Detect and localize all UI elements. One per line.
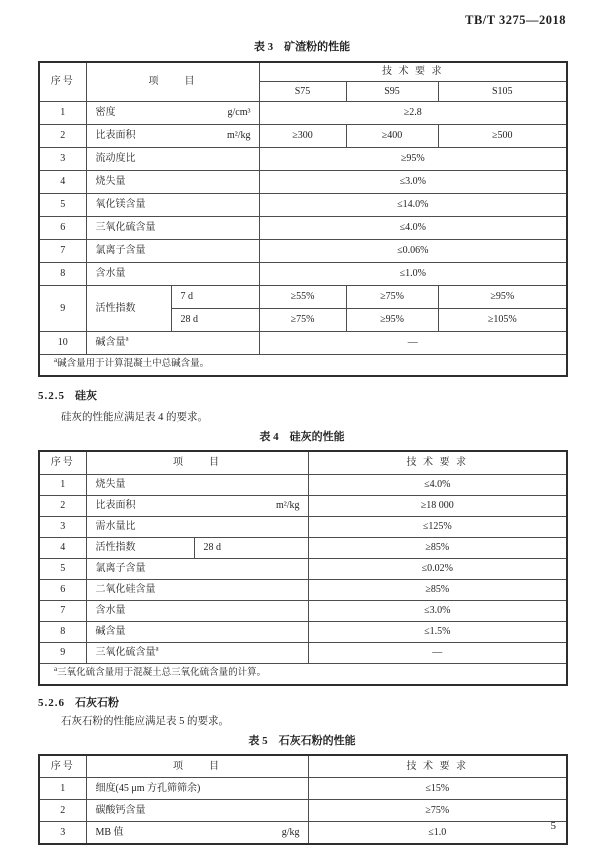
cell-no: 8 — [39, 622, 86, 643]
table-header-row — [39, 62, 567, 82]
item-label: 烧失量 — [95, 176, 126, 188]
table-row — [39, 332, 567, 355]
table3-slag-powder-properties — [38, 61, 568, 377]
cell-no: 5 — [39, 559, 86, 580]
table-row — [39, 622, 567, 643]
cell-no: 9 — [39, 286, 86, 332]
col-header-no: 序号 — [39, 451, 86, 475]
cell-no: 1 — [39, 102, 86, 125]
item-label: 碳酸钙含量 — [95, 804, 146, 816]
cell-req: ≤1.5% — [308, 622, 567, 643]
cell-no: 4 — [39, 171, 86, 194]
cell-no: 2 — [39, 496, 86, 517]
cell-req: ≤1.0% — [259, 263, 567, 286]
col-header-item: 项 目 — [86, 755, 308, 778]
cell-no: 3 — [39, 148, 86, 171]
table4-silica-fume-properties — [38, 450, 568, 686]
cell-item — [86, 102, 259, 125]
table-row — [39, 475, 567, 496]
cell-item — [86, 622, 308, 643]
cell-age — [194, 538, 308, 559]
cell-no: 1 — [39, 475, 86, 496]
table-footnote: $^a$三氧化硫含量用于混凝土总三氧化硫含量的计算。 — [39, 664, 567, 685]
cell-item — [86, 643, 308, 664]
table-row — [39, 286, 567, 309]
col-header-s95: S95 — [346, 82, 438, 102]
cell-item — [86, 778, 308, 800]
table-header-row — [39, 451, 567, 475]
cell-no: 8 — [39, 263, 86, 286]
item-label: 三氧化硫含量$^a$ — [95, 644, 159, 659]
item-label: 三氧化硫含量 — [95, 222, 156, 234]
age-label: 28 d — [180, 314, 198, 326]
col-header-item: 项 目 — [86, 451, 308, 475]
cell-item — [86, 822, 308, 844]
cell-no: 6 — [39, 580, 86, 601]
cell-item — [86, 263, 259, 286]
cell-item — [86, 332, 259, 355]
cell-req: ≤125% — [308, 517, 567, 538]
table-footnote-row — [39, 664, 567, 685]
col-header-req: 技 术 要 求 — [308, 755, 567, 778]
cell-no: 10 — [39, 332, 86, 355]
cell-req-s105: ≥95% — [438, 286, 567, 309]
item-label: MB 值 — [95, 826, 124, 838]
cell-no: 3 — [39, 822, 86, 844]
item-unit: g/kg — [281, 826, 300, 838]
cell-item — [86, 538, 194, 559]
table-row — [39, 643, 567, 664]
col-header-req: 技 术 要 求 — [308, 451, 567, 475]
table-footnote-row — [39, 355, 567, 376]
cell-req-s105: ≥105% — [438, 309, 567, 332]
cell-req: ≤0.06% — [259, 240, 567, 263]
table-row — [39, 496, 567, 517]
cell-age — [171, 309, 259, 332]
cell-item — [86, 601, 308, 622]
table-row — [39, 778, 567, 800]
doc-number: TB/T 3275—2018 — [465, 13, 566, 27]
item-label: 碱含量 — [95, 626, 126, 638]
cell-req: ≤4.0% — [308, 475, 567, 496]
cell-no: 2 — [39, 800, 86, 822]
cell-req-s75: ≥55% — [259, 286, 346, 309]
cell-req-s95: ≥400 — [346, 125, 438, 148]
footnote-marker: a — [54, 665, 58, 674]
table3-title: 表 3 矿渣粉的性能 — [253, 40, 351, 53]
cell-req: ≤0.02% — [308, 559, 567, 580]
item-label: 二氧化硅含量 — [95, 584, 156, 596]
table-row — [39, 171, 567, 194]
section-body-525: 硅灰的性能应满足表 4 的要求。 — [61, 411, 208, 423]
cell-no: 5 — [39, 194, 86, 217]
item-label: 含水量 — [95, 605, 126, 617]
col-header-s75: S75 — [259, 82, 346, 102]
section-title: 硅灰 — [75, 389, 97, 402]
cell-no: 7 — [39, 601, 86, 622]
cell-req: ≥85% — [308, 538, 567, 559]
cell-req: ≥75% — [308, 800, 567, 822]
cell-no: 3 — [39, 517, 86, 538]
col-header-item: 项 目 — [86, 62, 259, 102]
table-row — [39, 217, 567, 240]
item-label: 活性指数 — [95, 302, 136, 314]
cell-no: 4 — [39, 538, 86, 559]
cell-no: 6 — [39, 217, 86, 240]
col-header-no: 序号 — [39, 755, 86, 778]
table-row — [39, 240, 567, 263]
section-body-526: 石灰石粉的性能应满足表 5 的要求。 — [61, 715, 229, 727]
cell-item — [86, 171, 259, 194]
item-label: 比表面积 — [95, 500, 136, 512]
footnote-marker: a — [155, 644, 159, 653]
table-row — [39, 538, 567, 559]
cell-no: 1 — [39, 778, 86, 800]
table-footnote: $^a$碱含量用于计算混凝土中总碱含量。 — [39, 355, 567, 376]
cell-no: 9 — [39, 643, 86, 664]
section-heading-526 — [38, 697, 600, 710]
cell-req: ≥18 000 — [308, 496, 567, 517]
item-unit: g/cm³ — [227, 107, 251, 119]
item-unit: m²/kg — [275, 500, 300, 512]
table-row — [39, 102, 567, 125]
cell-age — [171, 286, 259, 309]
cell-req: ≤15% — [308, 778, 567, 800]
cell-item — [86, 217, 259, 240]
item-label: 烧失量 — [95, 479, 126, 491]
cell-req: ≤4.0% — [259, 217, 567, 240]
cell-req: — — [259, 332, 567, 355]
table4-title: 表 4 硅灰的性能 — [259, 430, 345, 443]
item-label: 需水量比 — [95, 521, 136, 533]
section-title: 石灰石粉 — [75, 696, 119, 709]
section-heading-525 — [38, 390, 600, 403]
item-label: 氯离子含量 — [95, 245, 146, 257]
page-number: 5 — [550, 820, 556, 832]
footnote-marker: a — [125, 334, 129, 343]
footnote-marker: a — [54, 356, 58, 365]
item-label: 含水量 — [95, 268, 126, 280]
cell-no: 7 — [39, 240, 86, 263]
item-label: 细度(45 μm 方孔筛筛余) — [95, 782, 201, 794]
item-label: 氯离子含量 — [95, 563, 146, 575]
item-label: 密度 — [95, 107, 116, 119]
cell-item — [86, 194, 259, 217]
item-label: 活性指数 — [95, 542, 136, 554]
age-label: 28 d — [203, 542, 221, 554]
table5-title: 表 5 石灰石粉的性能 — [248, 734, 356, 747]
cell-req: ≤3.0% — [259, 171, 567, 194]
table5-limestone-powder-properties — [38, 754, 568, 845]
table-row — [39, 517, 567, 538]
cell-item — [86, 240, 259, 263]
table-row — [39, 559, 567, 580]
item-label: 流动度比 — [95, 153, 136, 165]
table-row — [39, 263, 567, 286]
col-header-req: 技 术 要 求 — [259, 62, 567, 82]
section-number: 5.2.6 — [38, 696, 65, 709]
cell-req-s75: ≥300 — [259, 125, 346, 148]
table-row — [39, 125, 567, 148]
cell-item — [86, 559, 308, 580]
cell-req: ≤3.0% — [308, 601, 567, 622]
cell-item — [86, 496, 308, 517]
item-label: 碱含量$^a$ — [95, 334, 129, 349]
col-header-no: 序号 — [39, 62, 86, 102]
cell-item — [86, 286, 171, 332]
table-row — [39, 822, 567, 844]
cell-req: ≥85% — [308, 580, 567, 601]
item-label: 比表面积 — [95, 130, 136, 142]
age-label: 7 d — [180, 291, 193, 303]
cell-item — [86, 517, 308, 538]
cell-req-s105: ≥500 — [438, 125, 567, 148]
cell-req: ≤1.0 — [308, 822, 567, 844]
col-header-s105: S105 — [438, 82, 567, 102]
cell-req: ≥2.8 — [259, 102, 567, 125]
item-unit: m²/kg — [226, 130, 251, 142]
cell-item — [86, 125, 259, 148]
table-row — [39, 148, 567, 171]
table-row — [39, 194, 567, 217]
section-number: 5.2.5 — [38, 389, 65, 402]
cell-item — [86, 800, 308, 822]
cell-item — [86, 580, 308, 601]
cell-req: ≤14.0% — [259, 194, 567, 217]
table-row — [39, 800, 567, 822]
cell-req-s95: ≥95% — [346, 309, 438, 332]
table-row — [39, 580, 567, 601]
table-header-row — [39, 755, 567, 778]
cell-req-s75: ≥75% — [259, 309, 346, 332]
cell-req: ≥95% — [259, 148, 567, 171]
cell-no: 2 — [39, 125, 86, 148]
cell-item — [86, 475, 308, 496]
cell-item — [86, 148, 259, 171]
table-row — [39, 601, 567, 622]
item-label: 氧化镁含量 — [95, 199, 146, 211]
cell-req: — — [308, 643, 567, 664]
cell-req-s95: ≥75% — [346, 286, 438, 309]
